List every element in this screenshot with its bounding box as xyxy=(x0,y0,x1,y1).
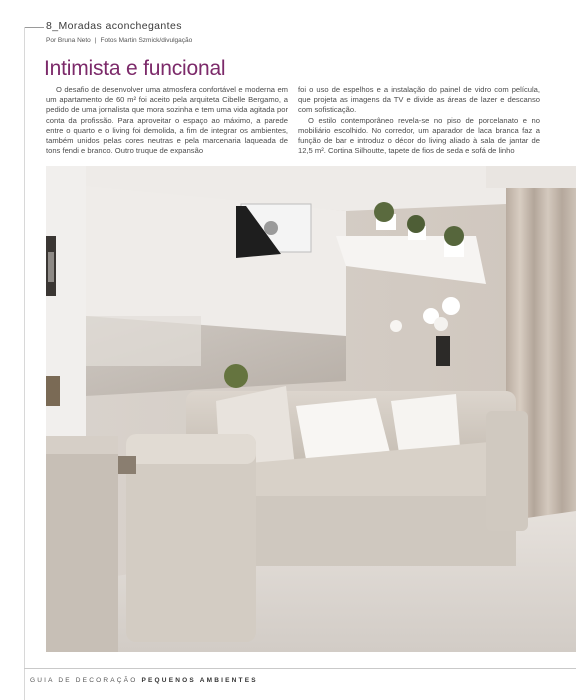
margin-rule xyxy=(24,27,25,700)
paragraph: O estilo contemporâneo revela-se no piso de porcelanato e no mobiliário escolhido. No corredor, um aparador de laca branca faz a função de bar e introduz o décor do living aliado à sala de jantar de 12,5 m². Cortina Silhoutte, tapete de fios de seda e sofá de linho xyxy=(298,115,540,156)
credits xyxy=(46,37,192,44)
paragraph: foi o uso de espelhos e a instalação do painel de vidro com película, que projeta as imagens da TV e divide as áreas de lazer e descanso com sofisticação. xyxy=(298,85,540,115)
living-room-photo xyxy=(46,166,576,652)
footer xyxy=(30,677,258,684)
header-rule xyxy=(24,27,44,28)
footer-rule xyxy=(24,668,576,669)
footer-guide: GUIA DE DECORAÇÃO xyxy=(30,677,138,684)
text-column-left xyxy=(46,85,288,156)
section-title: 8_Moradas aconchegantes xyxy=(46,20,182,32)
article-title: Intimista e funcional xyxy=(44,57,226,80)
author-credit: Por Bruna Neto xyxy=(46,37,91,44)
photo-credit: Fotos Martin Szmick/divulgação xyxy=(100,37,193,44)
footer-edition: PEQUENOS AMBIENTES xyxy=(141,677,258,684)
text-column-right xyxy=(298,85,540,156)
credit-separator: | xyxy=(94,37,97,44)
paragraph: O desafio de desenvolver uma atmosfera confortável e moderna em um apartamento de 60 m² foi aceito pela arquiteta Cibelle Bergamo, a pedido de uma jornalista que mora sozinha e tem uma vida agitada por conta da profissão. Para aproveitar o espaço ao máximo, a parede entre o quarto e o living foi demolida, a fim de integrar os ambientes, também unidos pelas cores neutras e pela marcenaria laqueada de tons fendi e branco. Outro truque de expansão xyxy=(46,85,288,156)
